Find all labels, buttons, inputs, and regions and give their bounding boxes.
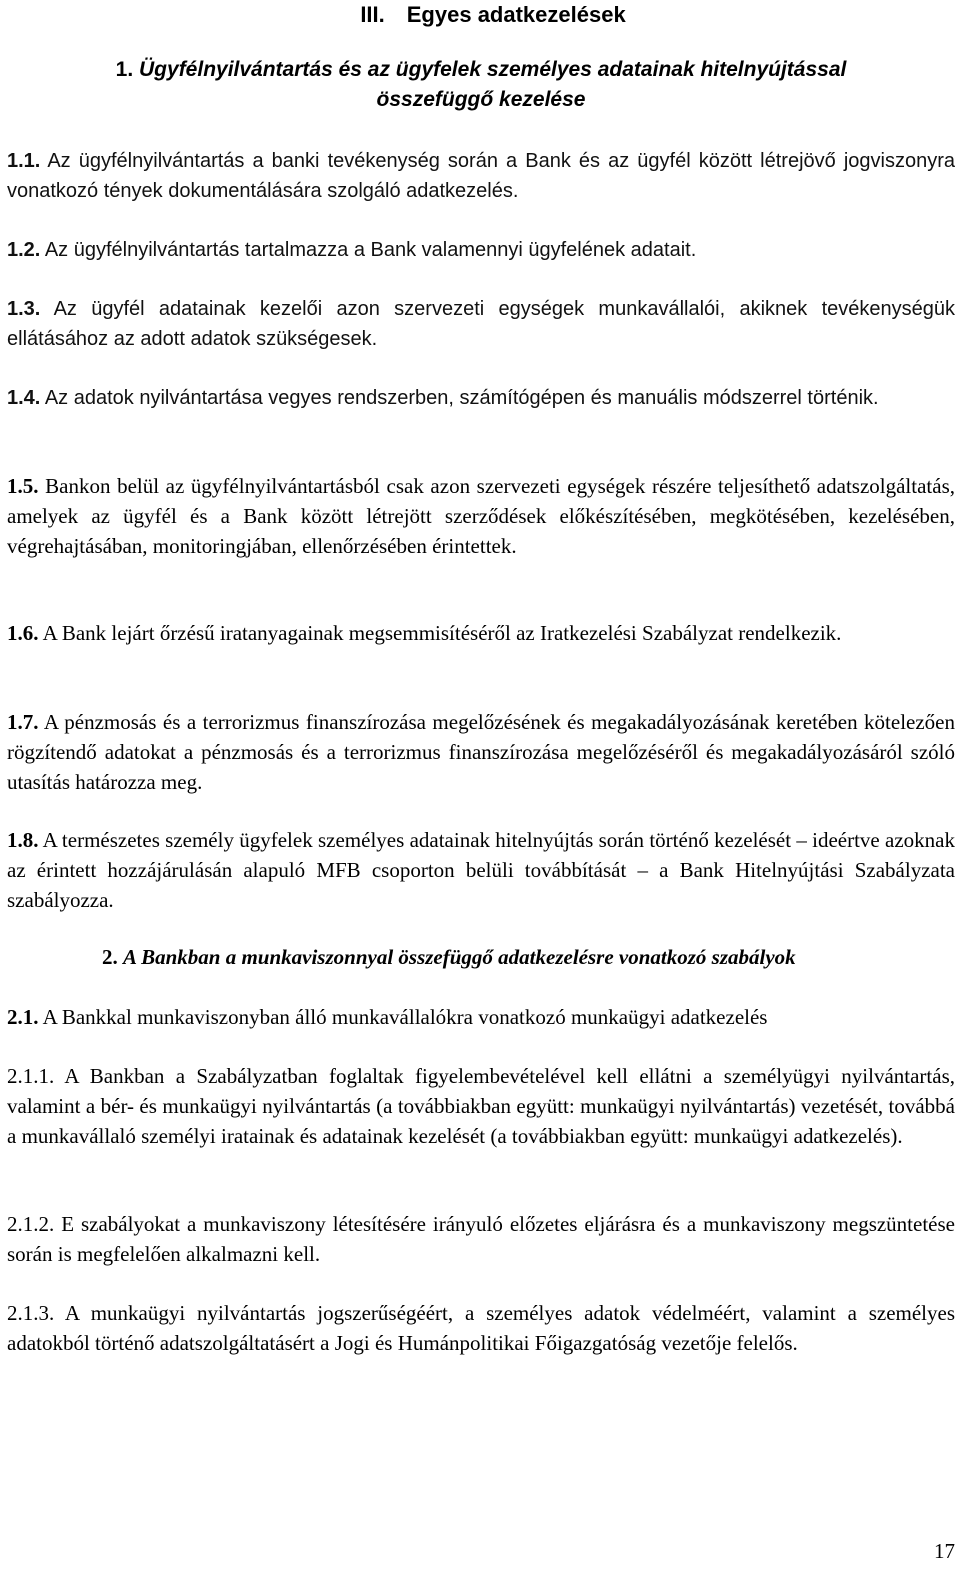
section-2-title: A Bankban a munkaviszonnyal összefüggő adatkezelésre vonatkozó szabályok: [123, 945, 796, 969]
paragraph-1-3: [7, 294, 955, 354]
paragraph-text: Az ügyfélnyilvántartás a banki tevékenység során a Bank és az ügyfél között létrejövő jogviszonyra vonatkozó tények dokumentálására szolgáló adatkezelés.: [7, 150, 956, 202]
page-number: 17: [934, 1539, 955, 1563]
paragraph-text: E szabályokat a munkaviszony létesítésére irányuló előzetes eljárásra és a munkaviszony megszüntetése során is megfelelően alkalmazni kell.: [7, 1212, 955, 1266]
paragraph-1-4: [7, 383, 955, 413]
paragraph-text: Az ügyfél adatainak kezelői azon szervezeti egységek munkavállalói, akiknek tevékenységük ellátásához az adott adatok szükségesek.: [7, 298, 955, 350]
section-1-number: 1.: [115, 58, 134, 81]
paragraph-number: 1.1.: [7, 150, 41, 172]
paragraph-1-1: [7, 146, 955, 206]
paragraph-number: 1.6.: [7, 621, 39, 645]
paragraph-1-8: [7, 825, 955, 915]
paragraph-text: A Bankban a Szabályzatban foglaltak figyelembevételével kell ellátni a személyügyi nyilvántartás, valamint a bér- és munkaügyi nyilvántartás (a továbbiakban együtt: munkaügyi nyilvántartás) vezetését, továbbá a munkavállaló személyi iratainak és adatainak kezelését (a továbbiakban együtt: munkaügyi adatkezelés).: [7, 1064, 955, 1148]
paragraph-text: A Bank lejárt őrzésű iratanyagainak megsemmisítéséről az Iratkezelési Szabályzat rendelkezik.: [42, 621, 842, 645]
paragraph-number: 2.1.1.: [7, 1064, 55, 1088]
paragraph-text: A természetes személy ügyfelek személyes adatainak hitelnyújtás során történő kezelését – ideértve azoknak az érintett hozzájárulásán alapuló MFB csoporton belüli továbbítását – a Bank Hitelnyújtási Szabályzata szabályozza.: [7, 828, 955, 912]
chapter-title: III. Egyes adatkezelések: [360, 2, 626, 27]
paragraph-1-7: [7, 707, 955, 797]
paragraph-number: 2.1.3.: [7, 1301, 55, 1325]
paragraph-number: 1.8.: [7, 828, 39, 852]
paragraph-1-5: [7, 471, 955, 561]
paragraph-text: A munkaügyi nyilvántartás jogszerűségéért, a személyes adatok védelméért, valamint a személyes adatokból történő adatszolgáltatásért a Jogi és Humánpolitikai Főigazgatóság vezetője felelős.: [7, 1301, 955, 1355]
paragraph-number: 1.5.: [7, 474, 39, 498]
paragraph-number: 2.1.: [7, 1005, 39, 1029]
paragraph-number: 1.2.: [7, 239, 41, 261]
paragraph-1-6: [7, 618, 955, 648]
paragraph-2-1-3: [7, 1298, 955, 1358]
section-2-number: 2.: [102, 945, 118, 969]
paragraph-text: Az adatok nyilvántartása vegyes rendszerben, számítógépen és manuális módszerrel történik.: [44, 387, 879, 409]
paragraph-2-1-2: [7, 1209, 955, 1269]
section-2-heading: [102, 942, 955, 972]
section-1-title-line1: Ügyfélnyilvántartás és az ügyfelek személyes adatainak hitelnyújtással: [139, 58, 847, 81]
paragraph-text: Az ügyfélnyilvántartás tartalmazza a Bank valamennyi ügyfelének adatait.: [44, 239, 697, 261]
paragraph-number: 1.4.: [7, 387, 41, 409]
paragraph-text: Bankon belül az ügyfélnyilvántartásból csak azon szervezeti egységek részére teljesíthető adatszolgáltatás, amelyek az ügyfél és a Bank között létrejött szerződések előkészítésében, megkötésében, kezelésében, végrehajtásában, monitoringjában, ellenőrzésében érintettek.: [7, 474, 956, 558]
paragraph-text: A pénzmosás és a terrorizmus finanszírozása megelőzésének és megakadályozásának keretében kötelezően rögzítendő adatokat a pénzmosás és a terrorizmus finanszírozása megelőzéséről és megakadályozásáról szóló utasítás határozza meg.: [7, 710, 956, 794]
paragraph-number: 2.1.2.: [7, 1212, 55, 1236]
section-1-heading: [7, 55, 955, 115]
paragraph-2-1-1: [7, 1061, 955, 1151]
paragraph-2-1: [7, 1002, 955, 1032]
paragraph-text: A Bankkal munkaviszonyban álló munkavállalókra vonatkozó munkaügyi adatkezelés: [42, 1005, 768, 1029]
section-1-title-line2: összefüggő kezelése: [376, 88, 586, 111]
paragraph-number: 1.3.: [7, 298, 41, 320]
paragraph-1-2: [7, 235, 955, 265]
paragraph-number: 1.7.: [7, 710, 39, 734]
